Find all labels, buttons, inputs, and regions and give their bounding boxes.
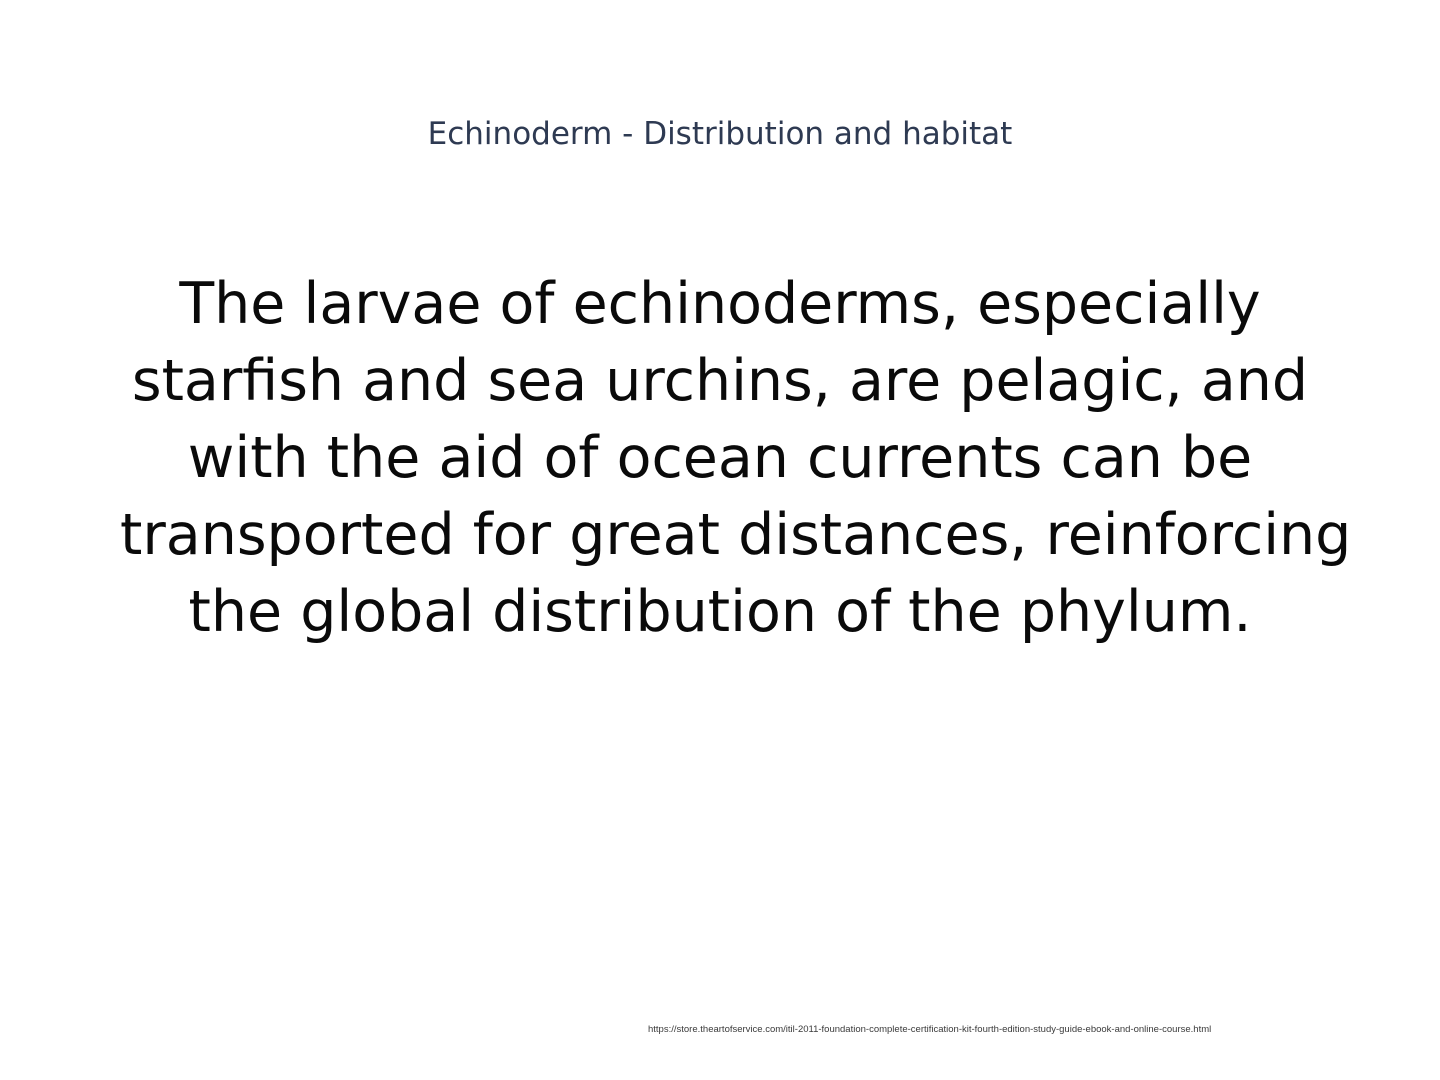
slide-body-text xyxy=(120,266,1352,651)
footer-url-link[interactable]: https://store.theartofservice.com/itil-2011-foundation-complete-certification-kit-fourth-edition-study-guide-ebook-and-online-course.html xyxy=(648,1024,1212,1035)
body-line: transported for great distances, reinforcing xyxy=(120,502,1352,568)
body-line: with the aid of ocean currents can be xyxy=(187,425,1253,491)
body-line: the global distribution of the phylum. xyxy=(188,579,1252,645)
body-line: The larvae of echinoderms, especially xyxy=(179,271,1261,337)
body-line: starfish and sea urchins, are pelagic, and xyxy=(131,348,1309,414)
slide-title: Echinoderm - Distribution and habitat xyxy=(427,116,1013,152)
